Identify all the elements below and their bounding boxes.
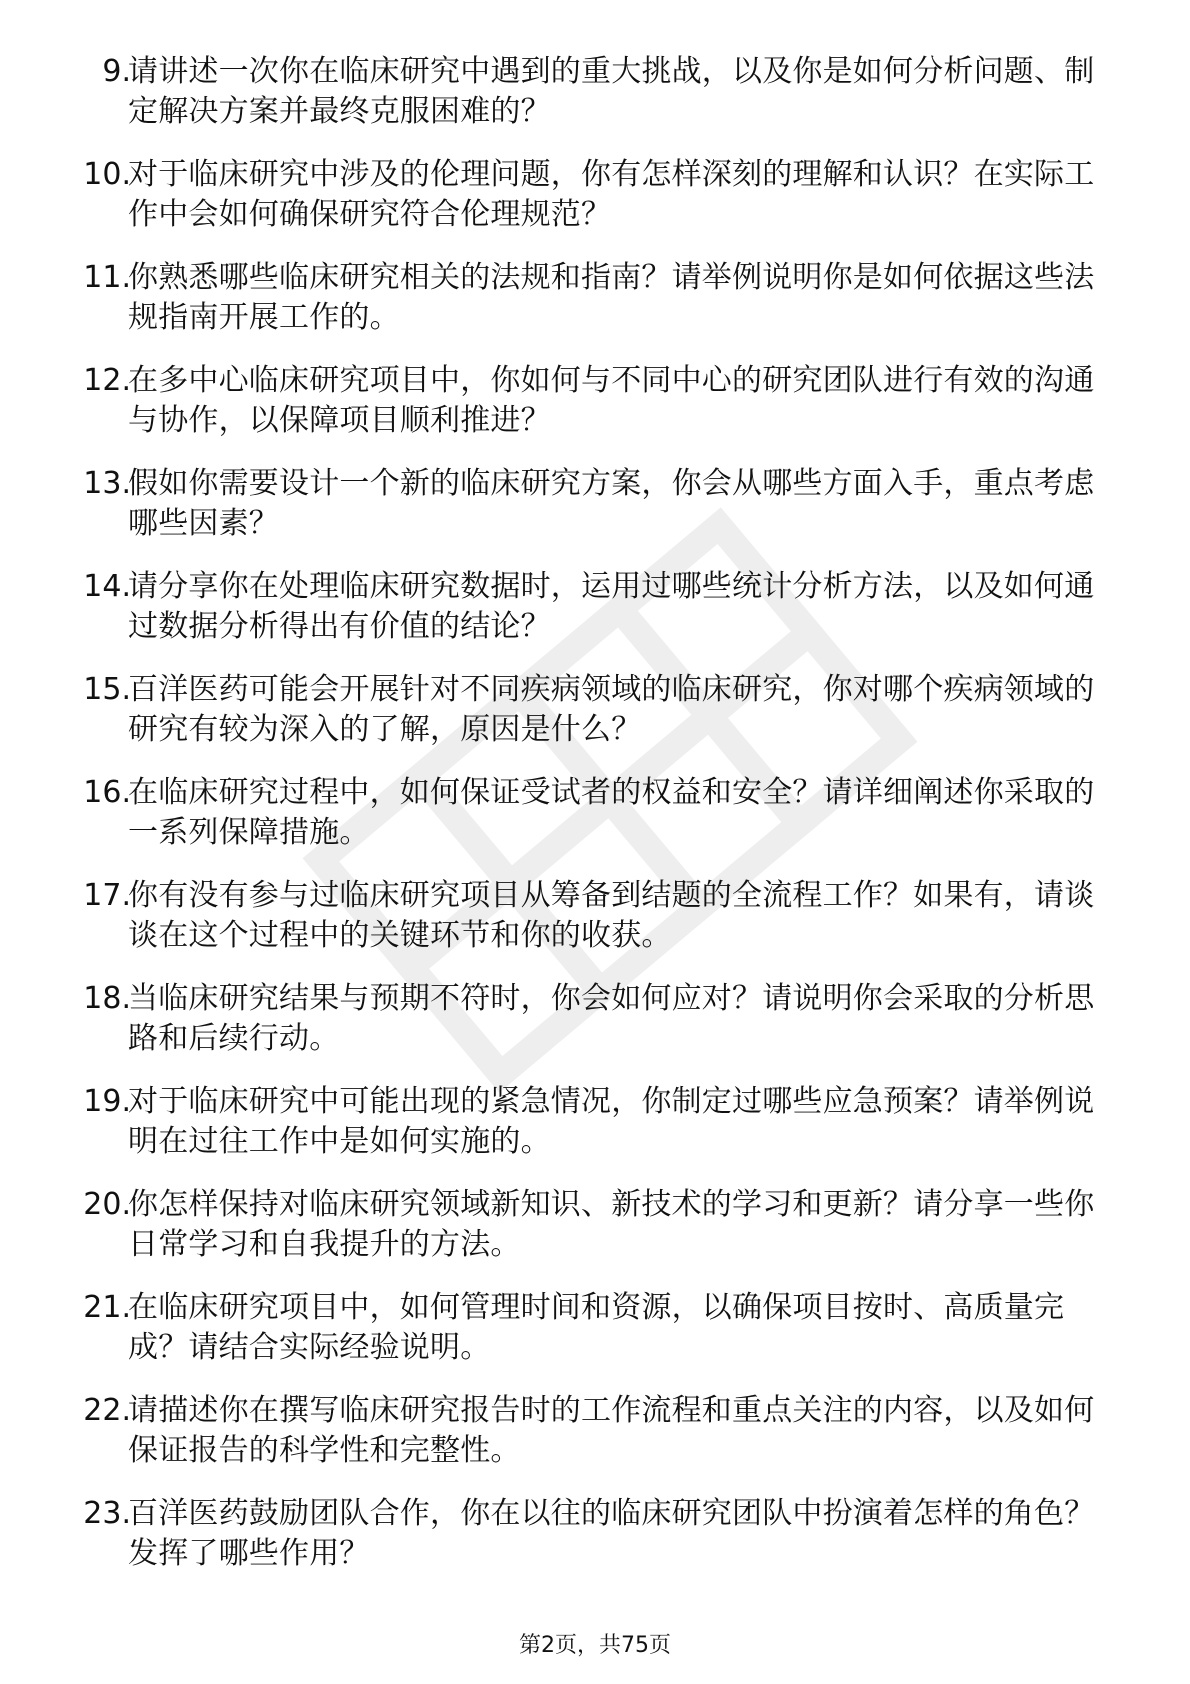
question-item [0, 1185, 1190, 1288]
question-list [0, 52, 1190, 1597]
question-text: 请分享你在处理临床研究数据时，运用过哪些统计分析方法，以及如何通过数据分析得出有价值的结论？ [128, 569, 1095, 644]
question-item [0, 52, 1190, 155]
question-number: 11. [83, 260, 131, 295]
question-number: 9. [102, 54, 131, 89]
question-number: 15. [83, 672, 131, 707]
question-number: 20. [83, 1187, 131, 1222]
question-number: 21. [83, 1290, 131, 1325]
question-item [0, 155, 1190, 258]
question-item [0, 773, 1190, 876]
question-text: 对于临床研究中涉及的伦理问题，你有怎样深刻的理解和认识？在实际工作中会如何确保研究符合伦理规范？ [128, 157, 1095, 232]
question-item [0, 258, 1190, 361]
question-text: 在临床研究项目中，如何管理时间和资源，以确保项目按时、高质量完成？请结合实际经验说明。 [128, 1290, 1065, 1365]
question-text: 请讲述一次你在临床研究中遇到的重大挑战，以及你是如何分析问题、制定解决方案并最终克服困难的？ [128, 54, 1095, 129]
question-number: 23. [83, 1496, 131, 1531]
question-text: 百洋医药可能会开展针对不同疾病领域的临床研究，你对哪个疾病领域的研究有较为深入的了解，原因是什么？ [128, 672, 1095, 747]
question-number: 16. [83, 775, 131, 810]
question-number: 19. [83, 1084, 131, 1119]
question-item [0, 979, 1190, 1082]
question-number: 10. [83, 157, 131, 192]
question-item [0, 464, 1190, 567]
question-number: 13. [83, 466, 131, 501]
question-number: 17. [83, 878, 131, 913]
question-text: 你有没有参与过临床研究项目从筹备到结题的全流程工作？如果有，请谈谈在这个过程中的关键环节和你的收获。 [128, 878, 1095, 953]
question-text: 假如你需要设计一个新的临床研究方案，你会从哪些方面入手，重点考虑哪些因素？ [128, 466, 1095, 541]
question-item [0, 1391, 1190, 1494]
question-item [0, 876, 1190, 979]
question-item [0, 1288, 1190, 1391]
question-text: 在多中心临床研究项目中，你如何与不同中心的研究团队进行有效的沟通与协作，以保障项目顺利推进？ [128, 363, 1095, 438]
question-item [0, 1494, 1190, 1597]
question-number: 12. [83, 363, 131, 398]
question-item [0, 1082, 1190, 1185]
question-text: 请描述你在撰写临床研究报告时的工作流程和重点关注的内容，以及如何保证报告的科学性和完整性。 [128, 1393, 1095, 1468]
question-text: 当临床研究结果与预期不符时，你会如何应对？请说明你会采取的分析思路和后续行动。 [128, 981, 1095, 1056]
question-number: 22. [83, 1393, 131, 1428]
question-item [0, 567, 1190, 670]
question-number: 14. [83, 569, 131, 604]
question-text: 百洋医药鼓励团队合作，你在以往的临床研究团队中扮演着怎样的角色？发挥了哪些作用？ [128, 1496, 1095, 1571]
question-text: 你怎样保持对临床研究领域新知识、新技术的学习和更新？请分享一些你日常学习和自我提升的方法。 [128, 1187, 1095, 1262]
question-text: 在临床研究过程中，如何保证受试者的权益和安全？请详细阐述你采取的一系列保障措施。 [128, 775, 1095, 850]
question-text: 你熟悉哪些临床研究相关的法规和指南？请举例说明你是如何依据这些法规指南开展工作的。 [128, 260, 1095, 335]
question-text: 对于临床研究中可能出现的紧急情况，你制定过哪些应急预案？请举例说明在过往工作中是如何实施的。 [128, 1084, 1095, 1159]
question-number: 18. [83, 981, 131, 1016]
question-item [0, 670, 1190, 773]
page-footer: 第2页，共75页 [519, 1633, 671, 1658]
question-item [0, 361, 1190, 464]
